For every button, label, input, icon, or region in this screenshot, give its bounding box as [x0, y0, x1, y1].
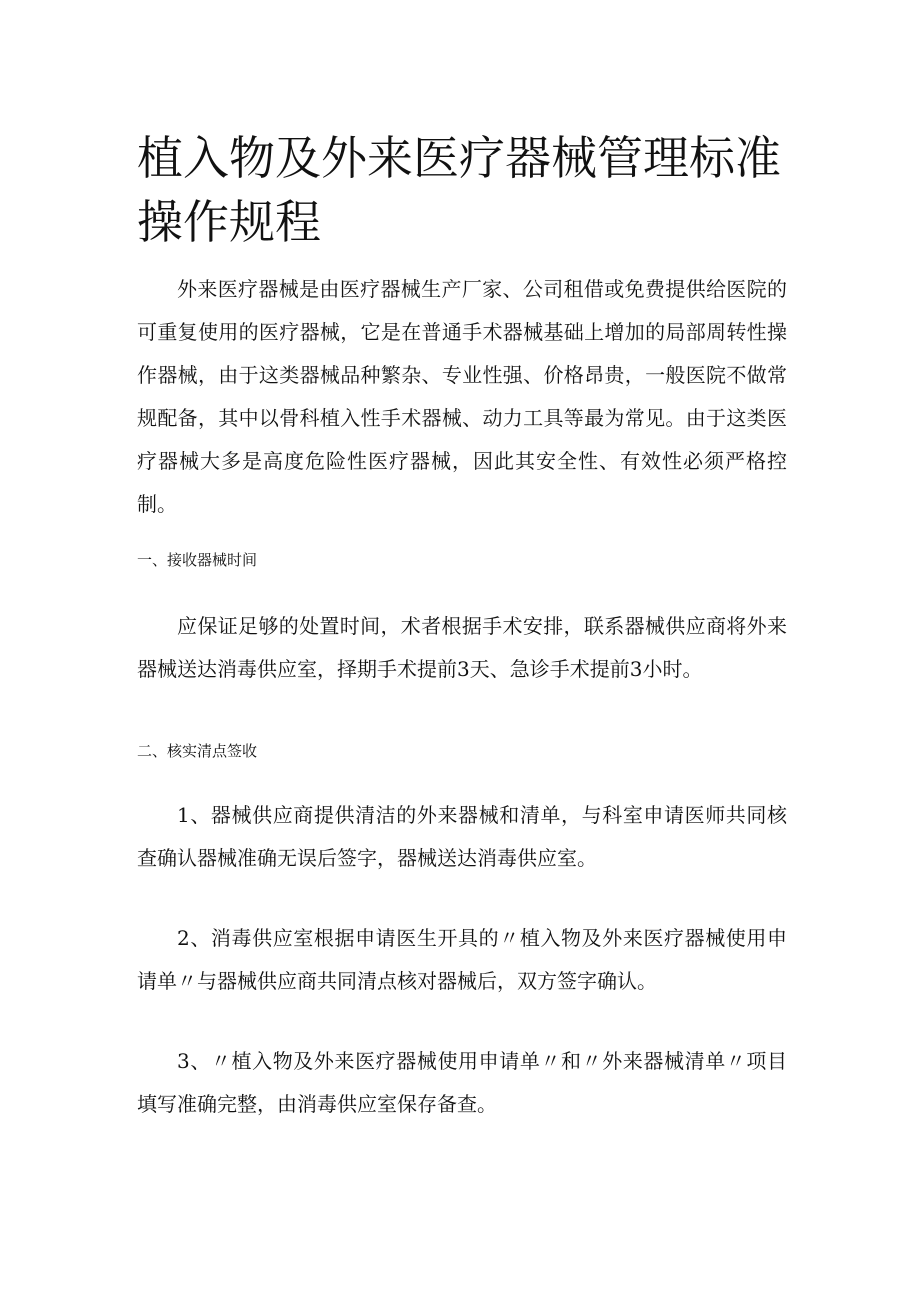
section-2-paragraph-3: 3、〃植入物及外来医疗器械使用申请单〃和〃外来器械清单〃项目填写准确完整，由消毒供应室保存备查。 [137, 1049, 787, 1116]
section-heading-receive-time: 一、接收器械时间 [137, 551, 258, 569]
section-1-paragraph-1: 应保证足够的处置时间，术者根据手术安排，联系器械供应商将外来器械送达消毒供应室，择期手术提前3天、急诊手术提前3小时。 [137, 614, 787, 681]
section-2-paragraph-2: 2、消毒供应室根据申请医生开具的〃植入物及外来医疗器械使用申请单〃与器械供应商共同清点核对器械后，双方签字确认。 [137, 926, 787, 993]
section-heading-check-sign: 二、核实清点签收 [137, 742, 258, 760]
document-title: 植入物及外来医疗器械管理标准操作规程 [137, 131, 781, 249]
section-2-paragraph-1: 1、器械供应商提供清洁的外来器械和清单，与科室申请医师共同核查确认器械准确无误后签字，器械送达消毒供应室。 [137, 803, 787, 870]
intro-paragraph: 外来医疗器械是由医疗器械生产厂家、公司租借或免费提供给医院的可重复使用的医疗器械，它是在普通手术器械基础上增加的局部周转性操作器械，由于这类器械品种繁杂、专业性强、价格昂贵，一般医院不做常规配备，其中以骨科植入性手术器械、动力工具等最为常见。由于这类医疗器械大多是高度危险性医疗器械，因此其安全性、有效性必须严格控制。 [137, 277, 787, 516]
